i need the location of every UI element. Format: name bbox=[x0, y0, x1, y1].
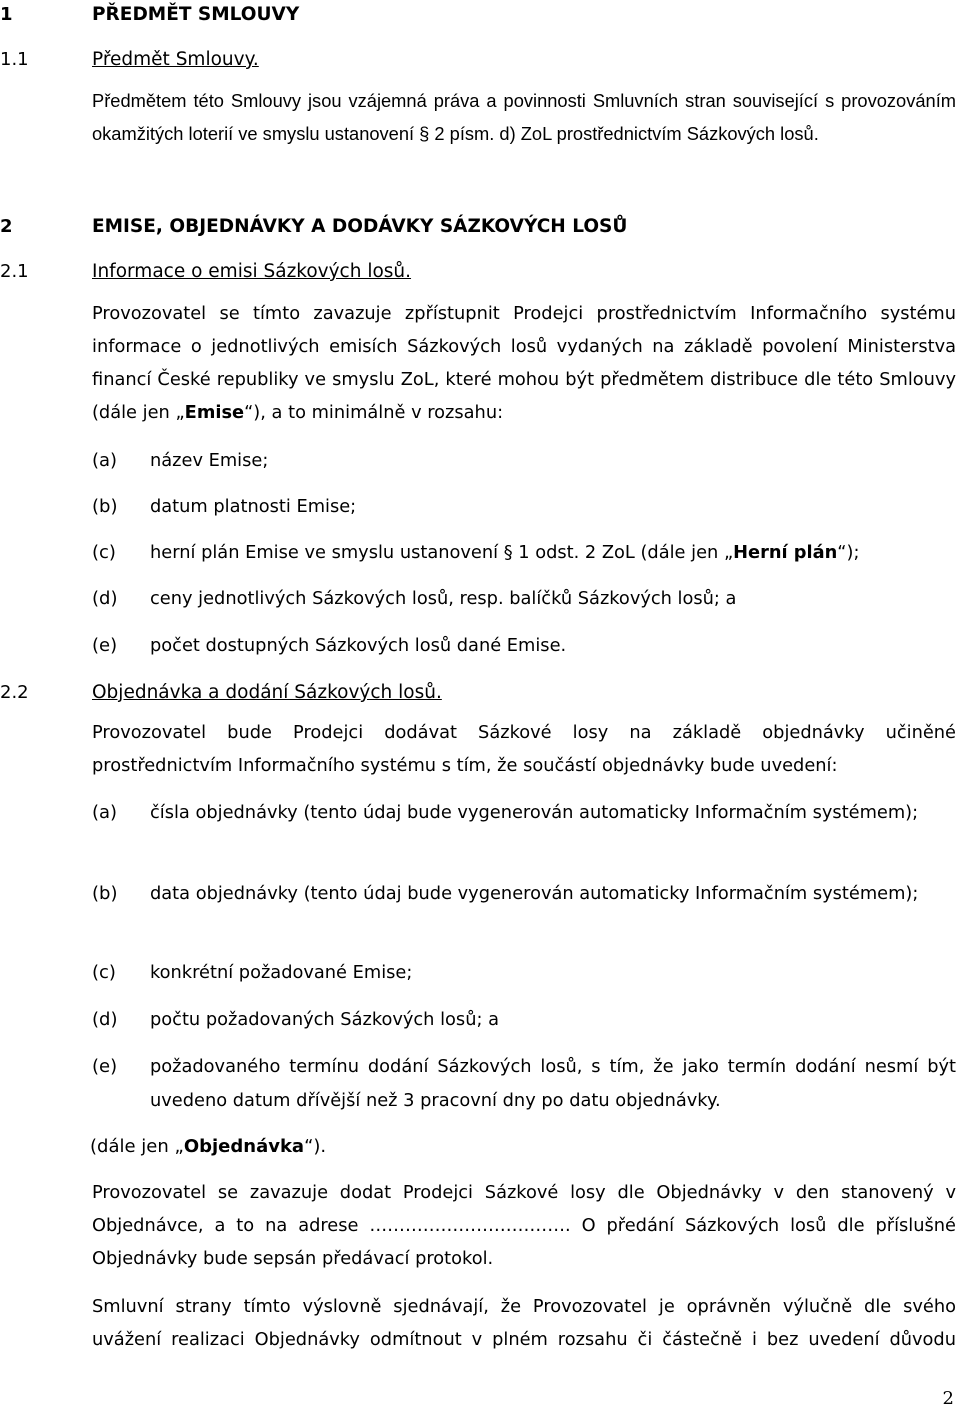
section-heading: PŘEDMĚT SMLOUVY bbox=[92, 4, 300, 25]
list-item: požadovaného termínu dodání Sázkových losů, s tím, že jako termín dodání nesmí být uvedeno datum dřívější než 3 pracovní dny po datu objednávky. bbox=[150, 1056, 956, 1111]
subsection-title: Objednávka a dodání Sázkových losů. bbox=[92, 682, 442, 703]
list-item: datum platnosti Emise; bbox=[150, 496, 357, 517]
list-item-label: (e) bbox=[92, 1056, 118, 1077]
list-item: počtu požadovaných Sázkových losů; a bbox=[150, 1009, 500, 1030]
defined-term: Emise bbox=[184, 402, 245, 423]
list-item-label: (c) bbox=[92, 962, 116, 983]
defined-term: Objednávka bbox=[183, 1136, 305, 1157]
defined-term: Herní plán bbox=[733, 542, 838, 563]
paragraph: Provozovatel se zavazuje dodat Prodejci Sázkové losy dle Objednávky v den stanovený v Objednávce, a to na adrese ……………………………. O předání Sázkových losů dle příslušné Objednávky bude sepsán předávací protokol. bbox=[92, 1182, 956, 1269]
subsection-number: 2.2 bbox=[0, 682, 29, 703]
list-item: čísla objednávky (tento údaj bude vygenerován automaticky Informačním systémem); bbox=[150, 802, 919, 823]
paragraph: Smluvní strany tímto výslovně sjednávají, že Provozovatel je oprávněn výlučně dle svého uvážení realizaci Objednávky odmítnout v plném rozsahu či částečně i bez uvedení důvodu bbox=[92, 1296, 956, 1350]
paragraph: Předmětem této Smlouvy jsou vzájemná práva a povinnosti Smluvních stran související s provozováním okamžitých loterií ve smyslu ustanovení § 2 písm. d) ZoL prostřednictvím Sázkových losů. bbox=[92, 90, 956, 144]
list-item-label: (d) bbox=[92, 1009, 118, 1030]
list-item: herní plán Emise ve smyslu ustanovení § 1 odst. 2 ZoL (dále jen „Herní plán“); bbox=[150, 542, 860, 563]
list-item-label: (b) bbox=[92, 883, 118, 904]
list-item-label: (d) bbox=[92, 588, 118, 609]
subsection-title: Předmět Smlouvy. bbox=[92, 49, 259, 70]
list-item: data objednávky (tento údaj bude vygenerován automaticky Informačním systémem); bbox=[150, 883, 919, 904]
list-item-label: (a) bbox=[92, 802, 118, 823]
section-number: 1 bbox=[0, 4, 13, 25]
paragraph: Provozovatel se tímto zavazuje zpřístupnit Prodejci prostřednictvím Informačního systému informace o jednotlivých emisích Sázkových losů vydaných na základě povolení Ministerstva financí České republiky ve smyslu ZoL, které mohou být předmětem distribuce dle této Smlouvy (dále jen „Emise“), a to minimálně v rozsahu: bbox=[92, 303, 956, 423]
section-number: 2 bbox=[0, 216, 13, 237]
list-item-label: (a) bbox=[92, 450, 118, 471]
list-item: konkrétní požadované Emise; bbox=[150, 962, 413, 983]
subsection-number: 2.1 bbox=[0, 261, 29, 282]
list-item: ceny jednotlivých Sázkových losů, resp. balíčků Sázkových losů; a bbox=[150, 588, 737, 609]
list-item-label: (b) bbox=[92, 496, 118, 517]
definition-line: (dále jen „Objednávka“). bbox=[90, 1136, 327, 1157]
list-item: název Emise; bbox=[150, 450, 269, 471]
list-item-label: (e) bbox=[92, 635, 118, 656]
page-number: 2 bbox=[942, 1388, 954, 1409]
list-item-label: (c) bbox=[92, 542, 116, 563]
paragraph: Provozovatel bude Prodejci dodávat Sázkové losy na základě objednávky učiněné prostřednictvím Informačního systému s tím, že součástí objednávky bude uvedení: bbox=[92, 722, 956, 776]
subsection-number: 1.1 bbox=[0, 49, 29, 70]
list-item: počet dostupných Sázkových losů dané Emise. bbox=[150, 635, 567, 656]
subsection-title: Informace o emisi Sázkových losů. bbox=[92, 261, 412, 282]
section-heading: EMISE, OBJEDNÁVKY A DODÁVKY SÁZKOVÝCH LOSŮ bbox=[92, 216, 628, 237]
